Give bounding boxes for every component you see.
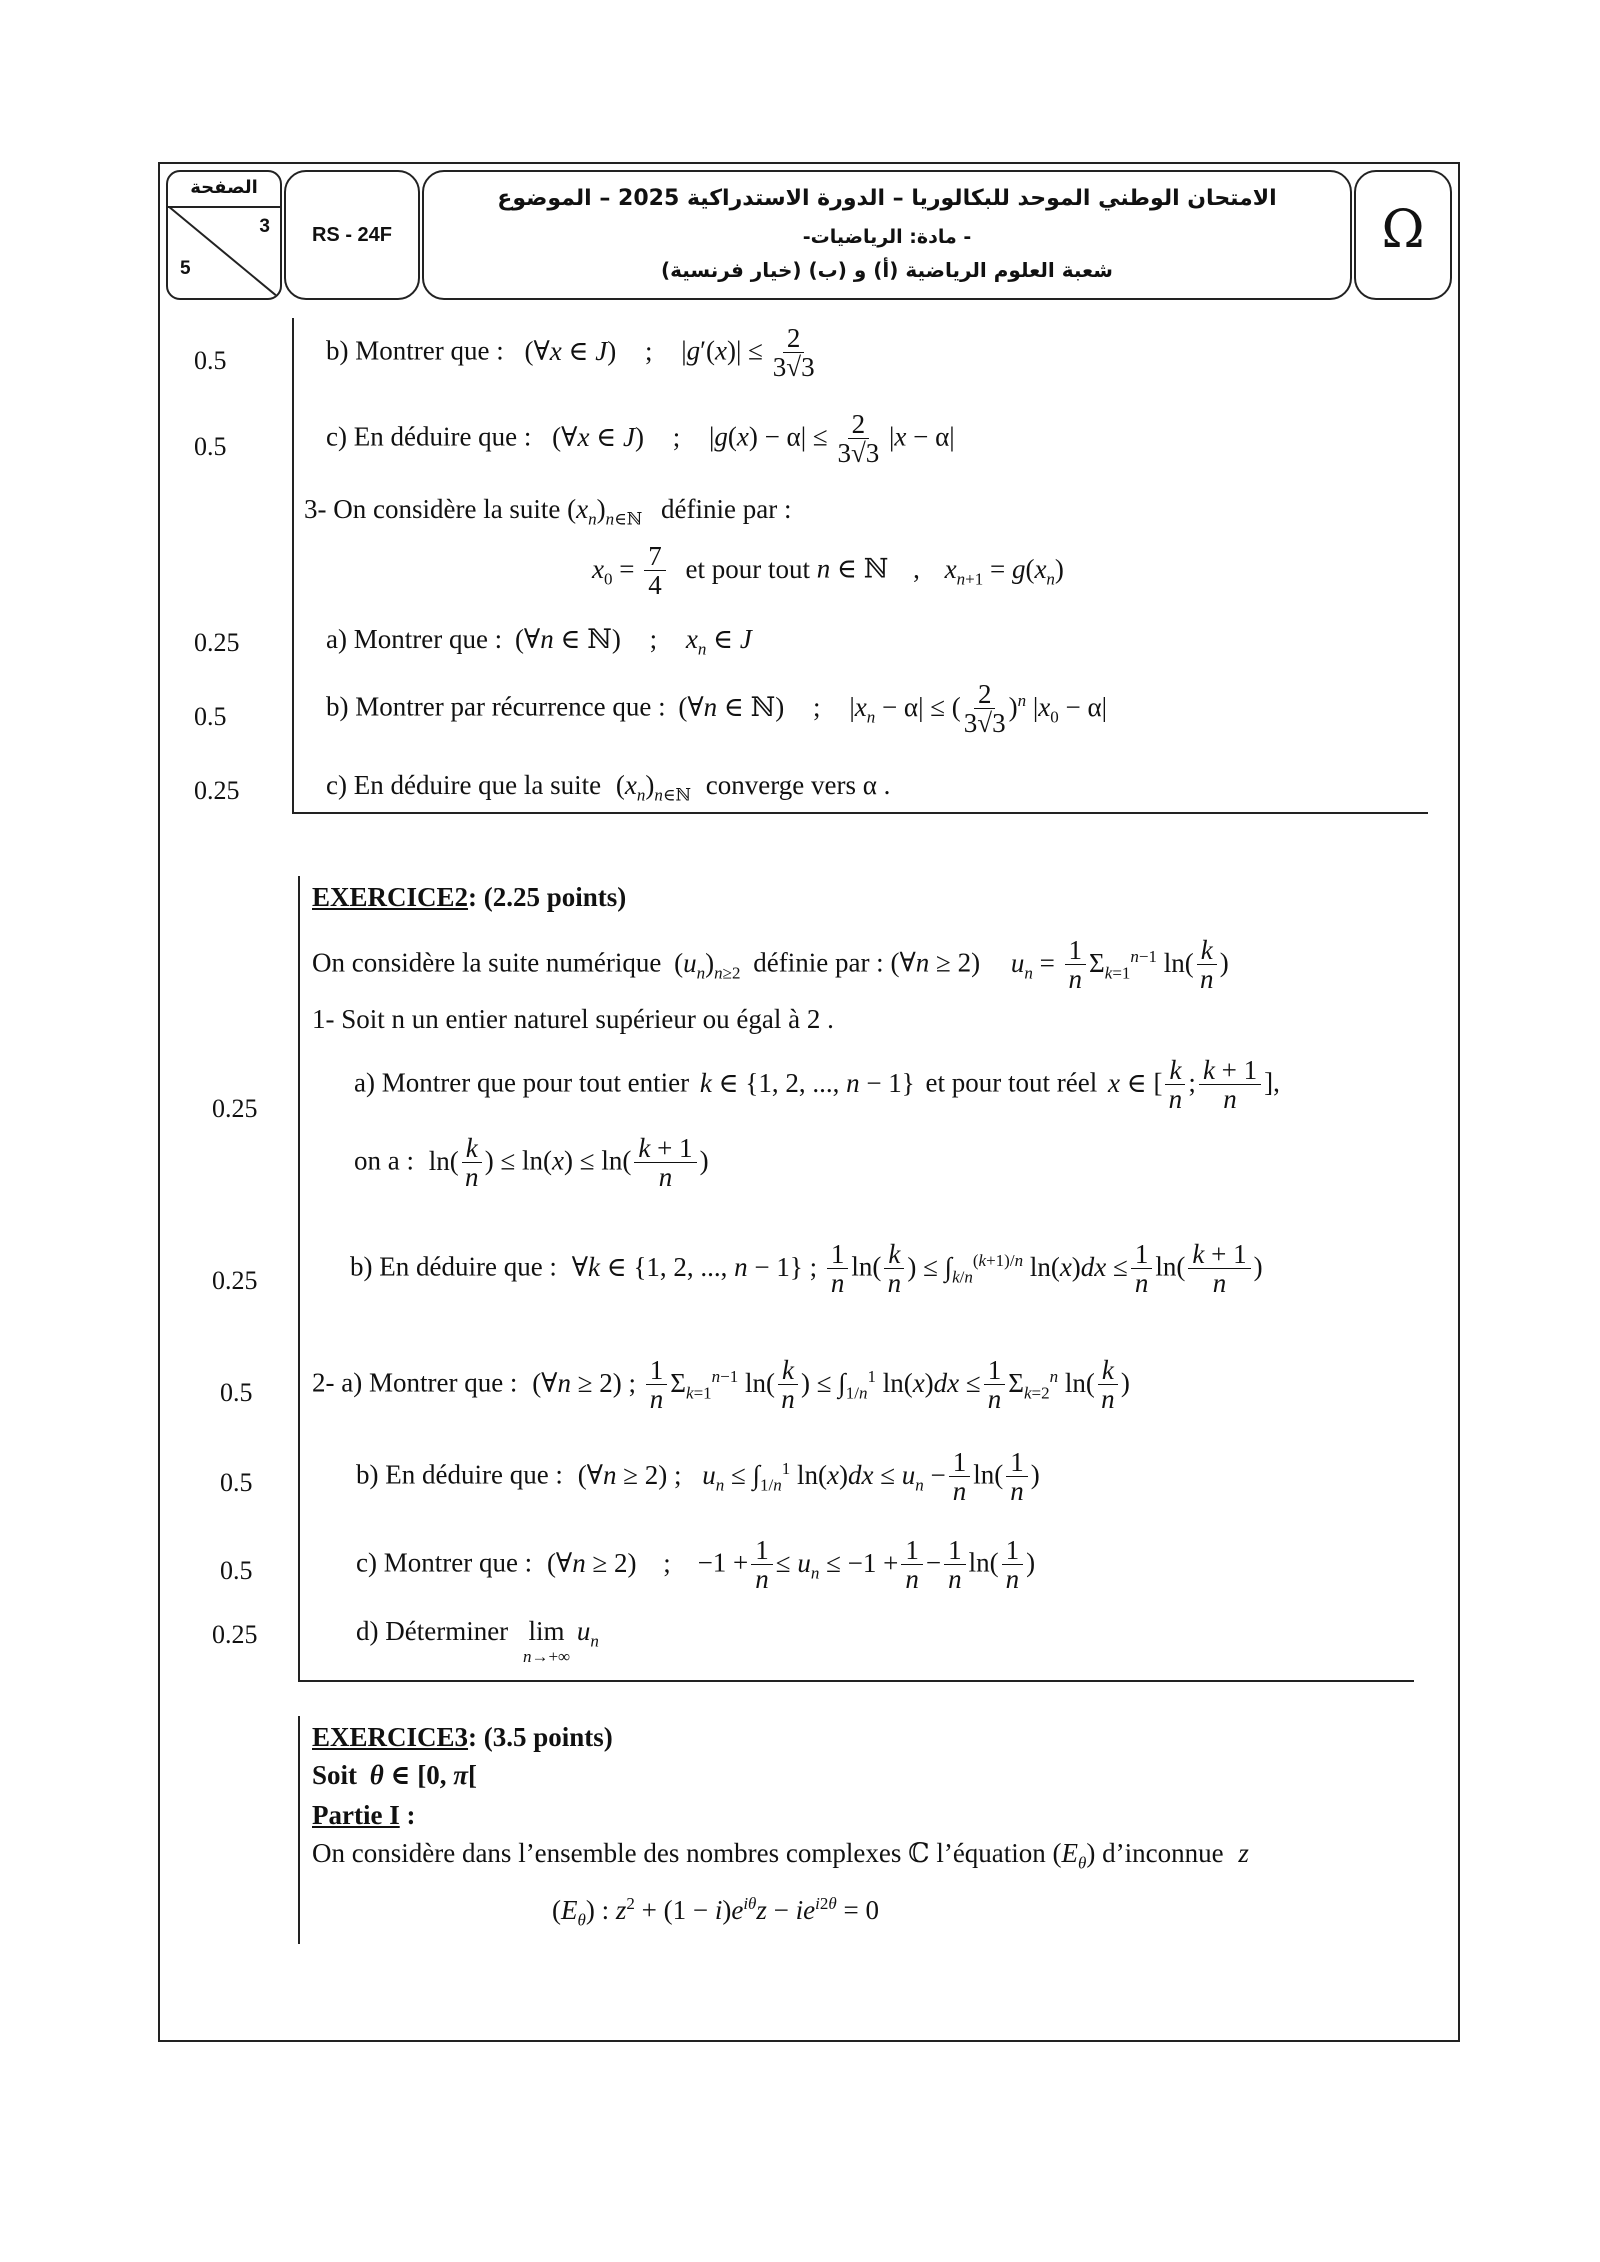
points-ex2-1a: 0.25 xyxy=(212,1094,258,1123)
exercise2-points: : (2.25 points) xyxy=(468,882,627,912)
ex3-soit-text: Soit xyxy=(312,1760,358,1790)
ex2-q1b-text: b) En déduire que : xyxy=(350,1251,557,1282)
ex2-q1a-on: on a : xyxy=(354,1145,414,1176)
ex2-q1a-text: a) Montrer que pour tout entier xyxy=(354,1067,690,1098)
s1-q3-defined: définie par : xyxy=(661,494,792,524)
exercise2-title: EXERCICE2 xyxy=(312,882,469,912)
ex2-q2d-text: d) Déterminer xyxy=(356,1616,509,1646)
page-total: 5 xyxy=(180,258,191,279)
exercise3-points: : (3.5 points) xyxy=(468,1722,613,1752)
exercise2-bottom-rule xyxy=(298,1680,1414,1682)
exam-code: RS - 24F xyxy=(311,224,393,246)
exercise3-heading xyxy=(312,1722,613,1753)
s1-b-label: b) Montrer que : xyxy=(326,335,504,366)
points-s1-c: 0.5 xyxy=(194,432,227,461)
ex2-q1a: a) Montrer que pour tout entier k ∈ {1, 2, ..., n − 1} et pour tout réel x ∈ [ $\frac{k}{n}$ ; $\frac{k + 1}{n}$ ], xyxy=(354,1055,1280,1115)
points-ex2-2b: 0.5 xyxy=(220,1468,253,1497)
exam-subject: - مادة: الرياضيات- xyxy=(802,226,972,248)
ex2-q2d: d) Déterminer lim n→+∞ $u_n$ xyxy=(356,1616,599,1666)
points-s1-3c: 0.25 xyxy=(194,776,240,805)
s1-question-3a: a) Montrer que : (∀n ∈ ℕ) ; $x_n$ ∈ J xyxy=(326,624,752,659)
s1-q3-and: et pour tout xyxy=(685,553,810,584)
points-s1-3a: 0.25 xyxy=(194,628,240,657)
s1-3b-label: b) Montrer par récurrence que : xyxy=(326,691,666,722)
s1-sequence-def: $x_0$ = $\frac{7}{4}$ et pour tout n ∈ ℕ , $x_{n+1} = g(x_n)$ xyxy=(592,541,1064,601)
ex3-equation: $(E_\theta)$ : $z^2 + (1 - i)e^{i\theta}z - ie^{i2\theta} = 0$ xyxy=(552,1894,879,1930)
ex3-var: z xyxy=(1238,1838,1249,1868)
ex2-q2a-text: 2- a) Montrer que : xyxy=(312,1367,518,1398)
points-ex2-2d: 0.25 xyxy=(212,1620,258,1649)
ex2-intro: On considère la suite numérique $(u_n)_{n\ge 2}$ définie par : (∀n ≥ 2) $u_n$ = $\frac{1}{n}$ $\Sigma_{k=1}^{n-1}$ ln( $\frac{k}{n}$ ) xyxy=(312,935,1229,995)
points-s1-b: 0.5 xyxy=(194,346,227,375)
points-ex2-1b: 0.25 xyxy=(212,1266,258,1295)
exam-stream: شعبة العلوم الرياضية (أ) و (ب) (خيار فرنسية) xyxy=(661,258,1113,282)
ex2-q2c-text: c) Montrer que : xyxy=(356,1547,533,1578)
points-s1-3b: 0.5 xyxy=(194,702,227,731)
exam-title-box xyxy=(422,170,1352,300)
points-ex2-2c: 0.5 xyxy=(220,1556,253,1585)
s1-3a-label: a) Montrer que : xyxy=(326,624,503,654)
page-label: الصفحة xyxy=(168,172,280,208)
s1-3c-end: converge vers α . xyxy=(705,770,891,800)
page-number-box xyxy=(166,170,282,300)
section1-bottom-rule xyxy=(292,812,1428,814)
ex2-q1a-mid: et pour tout réel xyxy=(925,1067,1098,1098)
s1-question-3: 3- On considère la suite $(x_n)_{n\in ℕ}$ définie par : xyxy=(304,494,792,529)
s1-q3-intro: 3- On considère la suite xyxy=(304,494,561,524)
ex3-intro: On considère dans l’ensemble des nombres complexes ℂ l’équation $(E_\theta)$ d’inconnue z xyxy=(312,1838,1249,1873)
ex2-q1b: b) En déduire que : ∀k ∈ {1, 2, ..., n − 1} ; $\frac{1}{n}$ ln( $\frac{k}{n}$ ) ≤ $\int_{k/n}^{(k+1)/n}$ ln(x)dx ≤ $\frac{1}{n}$ ln( $\frac{k + 1}{n}$ ) xyxy=(350,1239,1263,1299)
ex2-intro-text: On considère la suite numérique xyxy=(312,947,662,978)
ex2-q1: 1- Soit n un entier naturel supérieur ou égal à 2 . xyxy=(312,1004,834,1034)
ex3-soit: Soit θ ∈ [0, π[ xyxy=(312,1760,478,1790)
s1-question-3b: b) Montrer par récurrence que : (∀n ∈ ℕ) ; $|x_n - \alpha|$ ≤ ( $\frac{2}{3√3}$ )$^n$ $|x_0 - \alpha|$ xyxy=(326,679,1108,739)
omega-box xyxy=(1354,170,1452,300)
s1-question-c: c) En déduire que : (∀x ∈ J) ; |g(x) − α| ≤ $\frac{2}{3√3}$ |x − α| xyxy=(326,409,955,469)
ex2-q2c: c) Montrer que : (∀n ≥ 2) ; −1 + $\frac{1}{n}$ ≤ $u_n \le -1$ + $\frac{1}{n}$ − $\frac{1}{n}$ ln( $\frac{1}{n}$ ) xyxy=(356,1535,1036,1595)
ex3-part-heading xyxy=(312,1800,415,1831)
ex3-part-colon: : xyxy=(399,1800,416,1830)
exam-title: الامتحان الوطني الموحد للبكالوريا – الدورة الاستدراكية 2025 – الموضوع xyxy=(497,186,1277,211)
s1-c-label: c) En déduire que : xyxy=(326,421,532,452)
exercise2-heading xyxy=(312,882,626,913)
ex3-part-title: Partie I xyxy=(312,1800,400,1830)
ex2-q1a-ineq: on a : ln( $\frac{k}{n}$ ) ≤ ln(x) ≤ ln( $\frac{k + 1}{n}$ ) xyxy=(354,1133,709,1193)
exam-code-box xyxy=(284,170,420,300)
ex3-intro-end: d’inconnue xyxy=(1102,1838,1224,1868)
ex2-q2a: 2- a) Montrer que : (∀n ≥ 2) ; $\frac{1}{n}$ $\Sigma_{k=1}^{n-1}$ ln( $\frac{k}{n}$ ) ≤ $\int_{1/n}^1$ ln(x)dx ≤ $\frac{1}{n}$ $\Sigma_{k=2}^n$ ln( $\frac{k}{n}$ ) xyxy=(312,1355,1130,1415)
ex2-q2b-text: b) En déduire que : xyxy=(356,1459,563,1490)
points-ex2-2a: 0.5 xyxy=(220,1378,253,1407)
page-current: 3 xyxy=(259,216,270,237)
ex2-q2b: b) En déduire que : (∀n ≥ 2) ; $u_n \le \int_{1/n}^1$ $\ln(x)dx \le u_n$ − $\frac{1}{n}$ ln( $\frac{1}{n}$ ) xyxy=(356,1447,1040,1507)
exercise3-rule xyxy=(298,1716,300,1944)
s1-question-b: b) Montrer que : (∀x ∈ J) ; |g′(x)| ≤ $\frac{2}{3√3}$ xyxy=(326,323,815,383)
exercise2-rule xyxy=(298,876,300,1682)
s1-question-3c: c) En déduire que la suite $(x_n)_{n\in ℕ}$ converge vers α . xyxy=(326,770,891,805)
omega-symbol: Ω xyxy=(1381,200,1425,260)
ex3-intro-text: On considère dans l’ensemble des nombres complexes ℂ l’équation xyxy=(312,1838,1046,1868)
exercise3-title: EXERCICE3 xyxy=(312,1722,469,1752)
s1-3c-label: c) En déduire que la suite xyxy=(326,770,602,800)
ex2-intro-def: définie par : xyxy=(753,947,884,978)
section1-rule xyxy=(292,318,294,814)
